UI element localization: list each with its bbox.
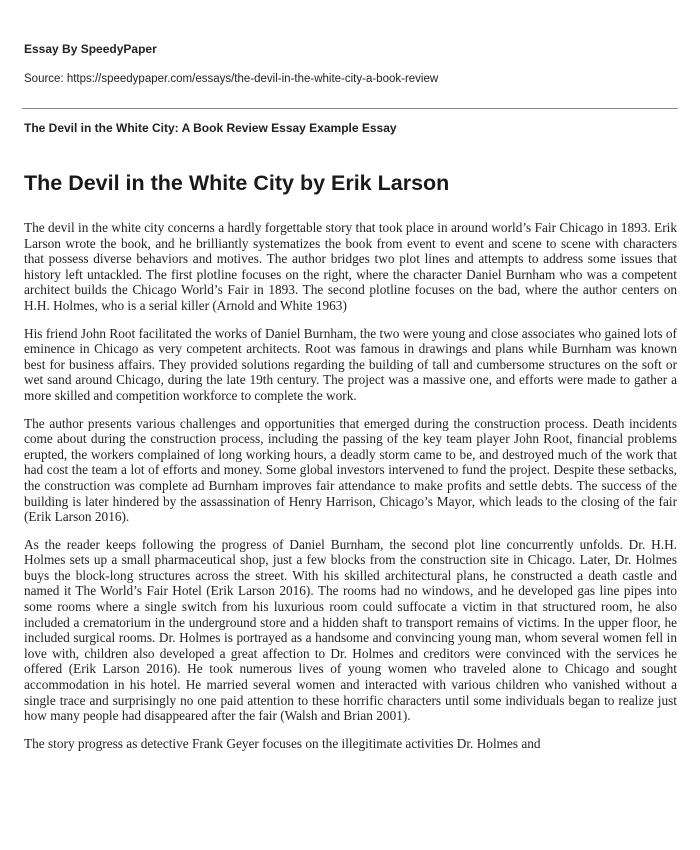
paragraph: The author presents various challenges and opportunities that emerged during the construction process. Death incidents come about during the construction process, including the passing of the key team player John Root, financial problems erupted, the workers complained of long working hours, a deadly storm came to be, and destroyed much of the work that had cost the team a lot of efforts and money. Some global investors intervened to fund the project. Despite these setbacks, the construction was complete ad Burnham improves fair attendance to make profits and settle debts. The success of the building is later hindered by the assassination of Henry Harrison, Chicago’s Mayor, which leads to the closing of the fair (Erik Larson 2016).: [24, 415, 677, 525]
source-url: Source: https://speedypaper.com/essays/the-devil-in-the-white-city-a-book-review: [24, 73, 439, 85]
paragraph: His friend John Root facilitated the works of Daniel Burnham, the two were young and close associates who gained lots of eminence in Chicago as very competent architects. Root was famous in drawings and plans while Burnham was known best for business affairs. They provided solutions regarding the building of tall and cumbersome structures on the soft or wet sand around Chicago, during the late 19th century. The project was a massive one, and efforts were made to gather a more skilled and competition workforce to complete the work.: [24, 325, 677, 403]
publisher-label: Essay By SpeedyPaper: [24, 42, 157, 56]
essay-subtitle: The Devil in the White City: A Book Review Essay Example Essay: [24, 121, 397, 135]
paragraph: The story progress as detective Frank Geyer focuses on the illegitimate activities Dr. Holmes and: [24, 735, 541, 751]
article-body: [24, 220, 677, 763]
paragraph: The devil in the white city concerns a hardly forgettable story that took place in around world’s Fair Chicago in 1893. Erik Larson wrote the book, and he brilliantly systematizes the book from event to event and scene to scene with characters that possess diverse behaviors and motives. The author bridges two plot lines and attempts to address some issues that history left untackled. The first plotline focuses on the right, where the character Daniel Burnham who was a competent architect builds the Chicago World’s Fair in 1893. The second plotline focuses on the bad, where the author centers on H.H. Holmes, who is a serial killer (Arnold and White 1963): [24, 220, 677, 313]
article-title: The Devil in the White City by Erik Larson: [24, 171, 450, 195]
header-divider: [22, 108, 678, 109]
paragraph: As the reader keeps following the progress of Daniel Burnham, the second plot line concurrently unfolds. Dr. H.H. Holmes sets up a small pharmaceutical shop, just a few blocks from the construction site in Chicago. Later, Dr. Holmes buys the block-long structures across the street. With his skilled architectural plans, he constructed a death castle and named it The World’s Fair Hotel (Erik Larson 2016). The rooms had no windows, and he developed gas line pipes into some rooms where a single switch from his luxurious room could suffocate a victim in that structured room, he also included a crematorium in the underground store and a hidden shaft to transport remains of victims. In the upper floor, he included surgical rooms. Dr. Holmes is portrayed as a handsome and convincing young man, whom several women fell in love with, children also developed a great affection to Dr. Holmes and creditors were convinced with the services he offered (Erik Larson 2016). He took numerous lives of young women who traveled alone to Chicago and sought accommodation in his hotel. He married several women and interacted with various children who vanished without a single trace and surprisingly no one paid attention to these horrific characters until some individuals began to realize just how many people had disappeared after the fair (Walsh and Brian 2001).: [24, 536, 677, 724]
